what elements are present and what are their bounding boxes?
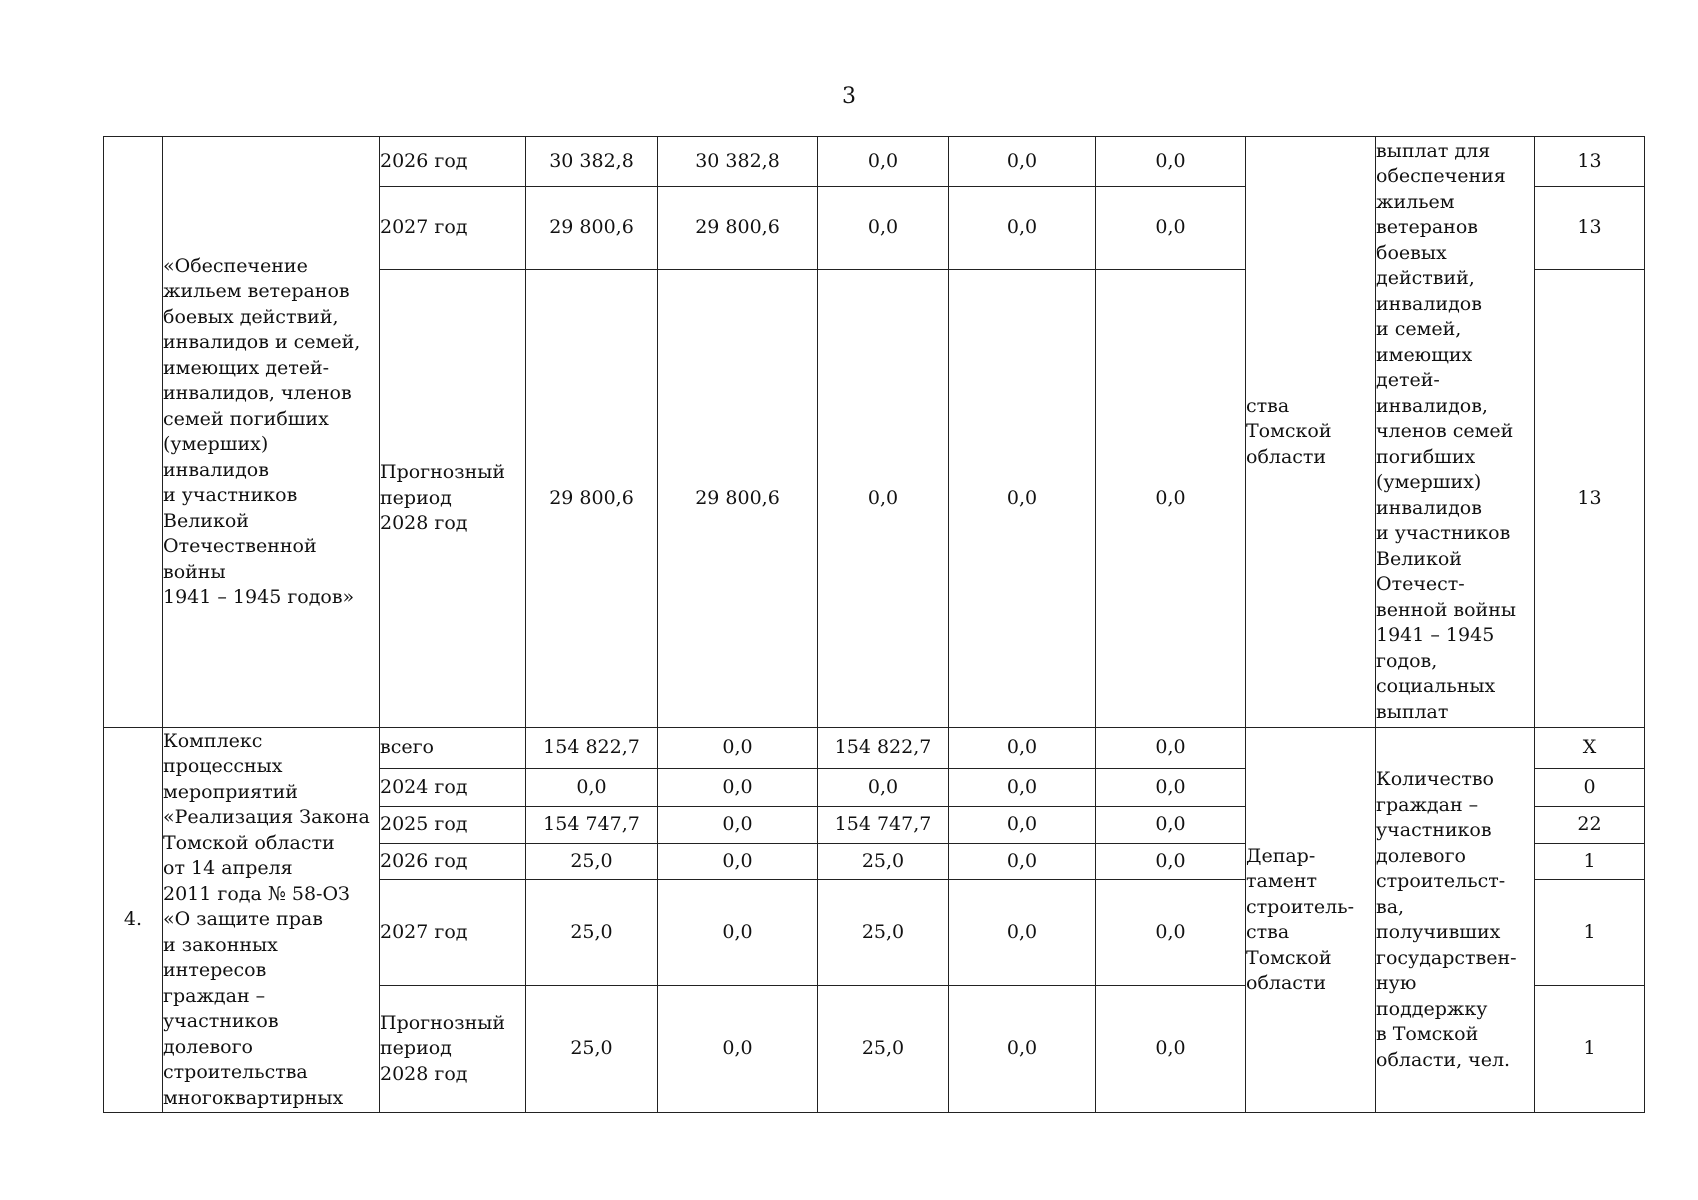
amount-local: 0,0 <box>949 807 1096 844</box>
amount-local: 0,0 <box>949 728 1096 769</box>
amount-extrabudget: 0,0 <box>1096 728 1246 769</box>
indicator-value: 13 <box>1535 137 1645 187</box>
amount-total: 154 822,7 <box>526 728 658 769</box>
amount-regional: 0,0 <box>818 270 949 728</box>
amount-federal: 0,0 <box>658 880 818 986</box>
amount-federal: 0,0 <box>658 807 818 844</box>
amount-local: 0,0 <box>949 880 1096 986</box>
period-cell: Прогнозный период 2028 год <box>380 270 526 728</box>
period-cell: 2024 год <box>380 769 526 807</box>
amount-federal: 30 382,8 <box>658 137 818 187</box>
amount-total: 0,0 <box>526 769 658 807</box>
amount-extrabudget: 0,0 <box>1096 769 1246 807</box>
amount-extrabudget: 0,0 <box>1096 986 1246 1113</box>
period-cell: 2027 год <box>380 880 526 986</box>
amount-regional: 25,0 <box>818 844 949 880</box>
amount-federal: 0,0 <box>658 986 818 1113</box>
amount-federal: 0,0 <box>658 728 818 769</box>
amount-regional: 0,0 <box>818 137 949 187</box>
period-cell: 2027 год <box>380 187 526 270</box>
amount-extrabudget: 0,0 <box>1096 880 1246 986</box>
indicator-value: 1 <box>1535 986 1645 1113</box>
period-cell: 2025 год <box>380 807 526 844</box>
program-table <box>103 136 1645 1113</box>
indicator-value: 1 <box>1535 880 1645 986</box>
executor: ства Томской области <box>1246 137 1376 728</box>
indicator-value: 1 <box>1535 844 1645 880</box>
row-number <box>104 137 163 728</box>
row-number: 4. <box>104 728 163 1113</box>
amount-local: 0,0 <box>949 187 1096 270</box>
amount-extrabudget: 0,0 <box>1096 270 1246 728</box>
amount-local: 0,0 <box>949 137 1096 187</box>
amount-total: 30 382,8 <box>526 137 658 187</box>
indicator-value: 13 <box>1535 187 1645 270</box>
table-row <box>104 137 1645 187</box>
indicator-value: 13 <box>1535 270 1645 728</box>
period-cell: 2026 год <box>380 844 526 880</box>
table-row <box>104 728 1645 769</box>
amount-local: 0,0 <box>949 986 1096 1113</box>
amount-federal: 0,0 <box>658 769 818 807</box>
indicator-value: 22 <box>1535 807 1645 844</box>
amount-local: 0,0 <box>949 270 1096 728</box>
amount-extrabudget: 0,0 <box>1096 187 1246 270</box>
amount-extrabudget: 0,0 <box>1096 137 1246 187</box>
amount-local: 0,0 <box>949 769 1096 807</box>
amount-total: 154 747,7 <box>526 807 658 844</box>
page-number: 3 <box>842 84 856 109</box>
indicator-name: Количество граждан – участников долевого строительст- ва, получивших государствен- ную поддержку в Томской области, чел. <box>1376 728 1535 1113</box>
amount-total: 29 800,6 <box>526 270 658 728</box>
amount-regional: 154 822,7 <box>818 728 949 769</box>
amount-regional: 25,0 <box>818 986 949 1113</box>
indicator-value: 0 <box>1535 769 1645 807</box>
period-cell: Прогнозный период 2028 год <box>380 986 526 1113</box>
amount-extrabudget: 0,0 <box>1096 844 1246 880</box>
amount-total: 25,0 <box>526 844 658 880</box>
amount-federal: 29 800,6 <box>658 187 818 270</box>
activity-name: «Обеспечение жильем ветеранов боевых действий, инвалидов и семей, имеющих детей- инвалидов, членов семей погибших (умерших) инвалидов и участников Великой Отечественной войны 1941 – 1945 годов» <box>163 137 380 728</box>
amount-federal: 29 800,6 <box>658 270 818 728</box>
amount-regional: 25,0 <box>818 880 949 986</box>
indicator-name: выплат для обеспечения жильем ветеранов боевых действий, инвалидов и семей, имеющих детей- инвалидов, членов семей погибших (умерших) инвалидов и участников Великой Отечест- венной войны 1941 – 1945 годов, социальных выплат <box>1376 137 1535 728</box>
executor: Депар- тамент строитель- ства Томской области <box>1246 728 1376 1113</box>
amount-total: 25,0 <box>526 986 658 1113</box>
period-cell: 2026 год <box>380 137 526 187</box>
indicator-value: Х <box>1535 728 1645 769</box>
amount-local: 0,0 <box>949 844 1096 880</box>
amount-regional: 0,0 <box>818 187 949 270</box>
amount-extrabudget: 0,0 <box>1096 807 1246 844</box>
period-cell: всего <box>380 728 526 769</box>
amount-total: 29 800,6 <box>526 187 658 270</box>
amount-regional: 154 747,7 <box>818 807 949 844</box>
amount-federal: 0,0 <box>658 844 818 880</box>
amount-total: 25,0 <box>526 880 658 986</box>
activity-name: Комплекс процессных мероприятий «Реализация Закона Томской области от 14 апреля 2011 года № 58-ОЗ «О защите прав и законных интересов граждан – участников долевого строительства многоквартирных <box>163 728 380 1113</box>
amount-regional: 0,0 <box>818 769 949 807</box>
